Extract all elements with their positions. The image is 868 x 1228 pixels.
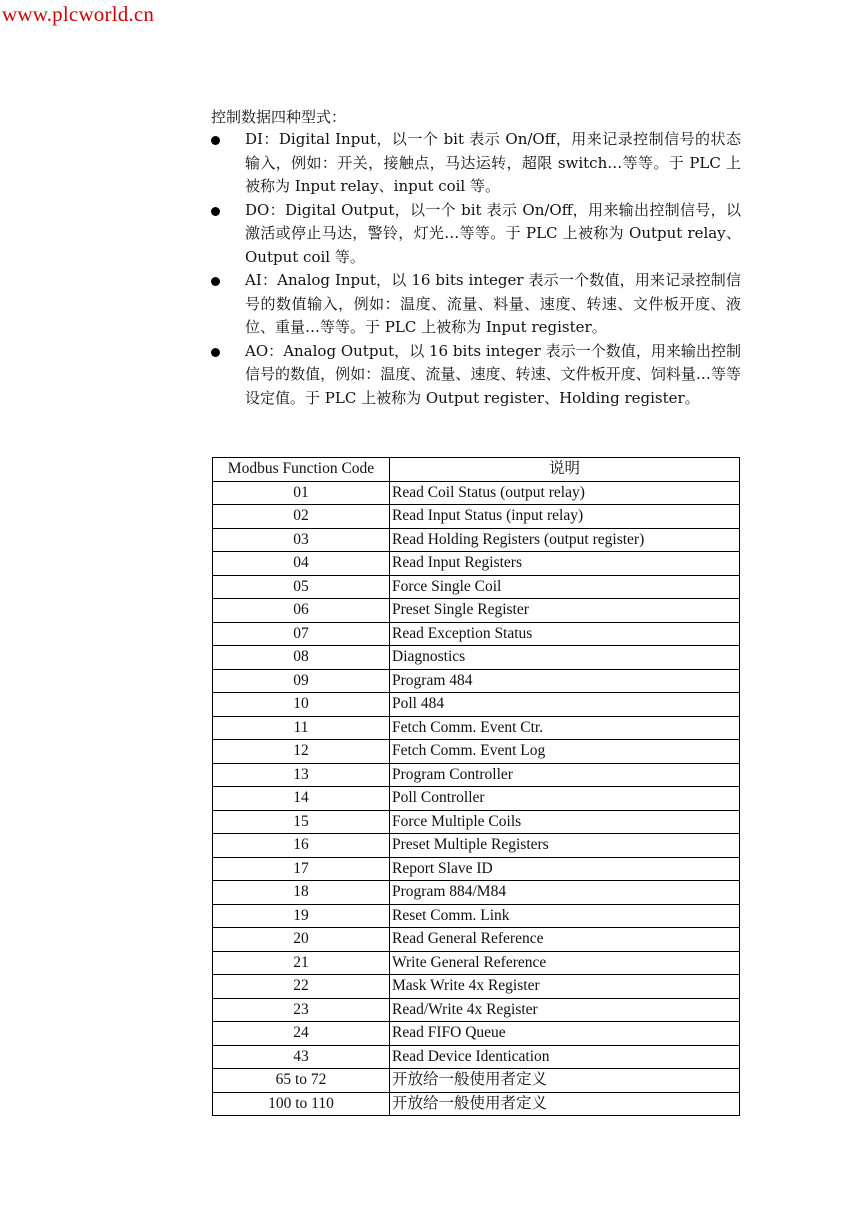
function-code-cell: 43 — [213, 1045, 390, 1069]
function-code-cell: 15 — [213, 810, 390, 834]
function-code-cell: 17 — [213, 857, 390, 881]
list-item-do — [211, 199, 741, 270]
bullet-icon — [211, 348, 220, 357]
table-row — [213, 740, 740, 764]
function-description-cell: Read Input Status (input relay) — [390, 505, 740, 529]
list-item-text: DI：Digital Input，以一个 bit 表示 On/Off，用来记录控制信号的状态输入，例如：开关，接触点，马达运转，超限 switch…等等。于 PLC 上被称为 Input relay、input coil 等。 — [245, 130, 741, 195]
function-description-cell: Reset Comm. Link — [390, 904, 740, 928]
table-row — [213, 575, 740, 599]
table-row — [213, 669, 740, 693]
function-description-cell: Program Controller — [390, 763, 740, 787]
bullet-icon — [211, 136, 220, 145]
bullet-icon — [211, 207, 220, 216]
function-description-cell: Program 884/M84 — [390, 881, 740, 905]
function-description-cell: Report Slave ID — [390, 857, 740, 881]
table-row — [213, 1045, 740, 1069]
function-code-cell: 12 — [213, 740, 390, 764]
list-item-text: AO：Analog Output，以 16 bits integer 表示一个数值，用来输出控制信号的数值，例如：温度、流量、速度、转速、文件板开度、饲料量…等等设定值。于 PLC 上被称为 Output register、Holding register。 — [245, 341, 741, 407]
list-item-text: AI：Analog Input，以 16 bits integer 表示一个数值，用来记录控制信号的数值输入，例如：温度、流量、料量、速度、转速、文件板开度、液位、重量…等等。于 PLC 上被称为 Input register。 — [245, 271, 741, 336]
table-row — [213, 951, 740, 975]
function-code-cell: 21 — [213, 951, 390, 975]
table-row — [213, 552, 740, 576]
function-description-cell: Force Single Coil — [390, 575, 740, 599]
function-code-cell: 04 — [213, 552, 390, 576]
function-code-cell: 06 — [213, 599, 390, 623]
table-row — [213, 763, 740, 787]
function-code-cell: 02 — [213, 505, 390, 529]
table-row — [213, 646, 740, 670]
table-row — [213, 1069, 740, 1093]
function-code-cell: 14 — [213, 787, 390, 811]
function-description-cell: Poll Controller — [390, 787, 740, 811]
function-description-cell: Read General Reference — [390, 928, 740, 952]
function-code-cell: 100 to 110 — [213, 1092, 390, 1116]
function-code-cell: 09 — [213, 669, 390, 693]
function-description-cell: Read Input Registers — [390, 552, 740, 576]
table-body — [213, 481, 740, 1116]
function-description-cell: Poll 484 — [390, 693, 740, 717]
table-row — [213, 975, 740, 999]
list-item-text: DO：Digital Output，以一个 bit 表示 On/Off，用来输出控制信号，以激活或停止马达，警铃，灯光…等等。于 PLC 上被称为 Output relay、Output coil 等。 — [245, 200, 741, 266]
column-header-code: Modbus Function Code — [213, 458, 390, 482]
table-row — [213, 904, 740, 928]
function-code-cell: 16 — [213, 834, 390, 858]
table-row — [213, 834, 740, 858]
function-description-cell: Read Exception Status — [390, 622, 740, 646]
list-item-ai — [211, 269, 741, 340]
function-description-cell: Preset Single Register — [390, 599, 740, 623]
function-description-cell: 开放给一般使用者定义 — [390, 1092, 740, 1116]
function-code-cell: 20 — [213, 928, 390, 952]
list-item-ao — [211, 340, 741, 411]
function-code-cell: 07 — [213, 622, 390, 646]
function-description-cell: Diagnostics — [390, 646, 740, 670]
function-code-cell: 05 — [213, 575, 390, 599]
site-watermark: www.plcworld.cn — [2, 2, 155, 26]
function-code-table — [212, 457, 740, 1116]
function-code-cell: 65 to 72 — [213, 1069, 390, 1093]
table-row — [213, 622, 740, 646]
function-description-cell: Read FIFO Queue — [390, 1022, 740, 1046]
column-header-description: 说明 — [390, 458, 740, 482]
table-row — [213, 998, 740, 1022]
list-item-di — [211, 128, 741, 199]
function-description-cell: Force Multiple Coils — [390, 810, 740, 834]
function-code-cell: 10 — [213, 693, 390, 717]
table-row — [213, 881, 740, 905]
table-header-row — [213, 458, 740, 482]
table-row — [213, 1022, 740, 1046]
function-description-cell: Read Coil Status (output relay) — [390, 481, 740, 505]
table-row — [213, 481, 740, 505]
function-description-cell: Fetch Comm. Event Log — [390, 740, 740, 764]
function-code-cell: 23 — [213, 998, 390, 1022]
table-row — [213, 693, 740, 717]
table-row — [213, 787, 740, 811]
function-description-cell: Preset Multiple Registers — [390, 834, 740, 858]
function-code-cell: 24 — [213, 1022, 390, 1046]
function-code-cell: 19 — [213, 904, 390, 928]
table-row — [213, 528, 740, 552]
function-description-cell: Fetch Comm. Event Ctr. — [390, 716, 740, 740]
function-description-cell: Program 484 — [390, 669, 740, 693]
function-code-cell: 18 — [213, 881, 390, 905]
function-code-cell: 13 — [213, 763, 390, 787]
table-row — [213, 857, 740, 881]
section-intro: 控制数据四种型式： — [211, 108, 347, 126]
function-description-cell: Read/Write 4x Register — [390, 998, 740, 1022]
function-code-cell: 08 — [213, 646, 390, 670]
function-description-cell: Write General Reference — [390, 951, 740, 975]
function-code-cell: 01 — [213, 481, 390, 505]
table-row — [213, 505, 740, 529]
function-code-cell: 03 — [213, 528, 390, 552]
table-row — [213, 716, 740, 740]
data-type-list — [211, 128, 741, 410]
bullet-icon — [211, 277, 220, 286]
function-description-cell: Read Device Identication — [390, 1045, 740, 1069]
table-row — [213, 599, 740, 623]
table-row — [213, 810, 740, 834]
table-row — [213, 1092, 740, 1116]
table-row — [213, 928, 740, 952]
function-description-cell: Read Holding Registers (output register) — [390, 528, 740, 552]
function-description-cell: 开放给一般使用者定义 — [390, 1069, 740, 1093]
function-code-cell: 11 — [213, 716, 390, 740]
function-code-cell: 22 — [213, 975, 390, 999]
function-description-cell: Mask Write 4x Register — [390, 975, 740, 999]
